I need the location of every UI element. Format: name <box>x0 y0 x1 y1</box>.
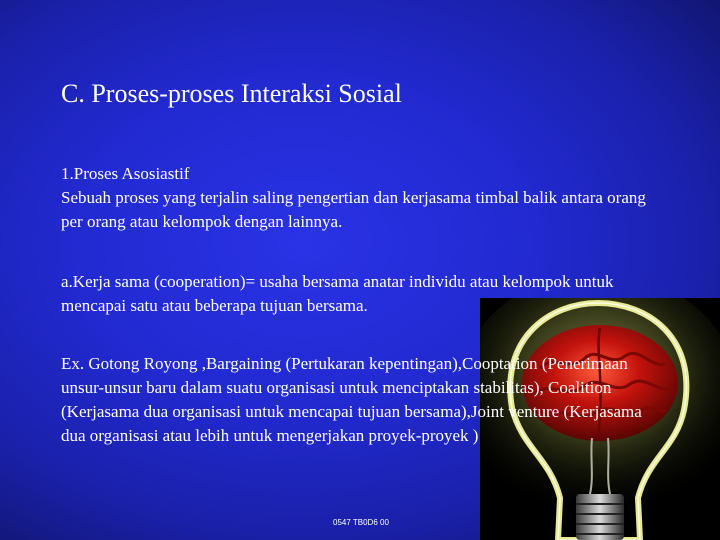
section-text: Sebuah proses yang terjalin saling pengertian dan kerjasama timbal balik antara orang per orang atau kelompok dengan lainnya. <box>61 188 646 231</box>
slide-title: C. Proses-proses Interaksi Sosial <box>61 79 402 108</box>
examples-text: Ex. Gotong Royong ,Bargaining (Pertukaran kepentingan),Cooptation (Penerimaan unsur-unsur baru dalam suatu organisasi untuk menciptakan stabilitas), Coalition (Kerjasama dua organisasi untuk mencapai tujuan bersama),Joint venture (Kerjasama dua organisasi atau lebih untuk mengerjakan proyek-proyek ) <box>61 354 642 445</box>
point-a-text: a.Kerja sama (cooperation)= usaha bersama anatar individu atau kelompok untuk mencapai satu atau beberapa tujuan bersama. <box>61 272 614 315</box>
footer-code: 0547 TB0D6 00 <box>333 518 389 527</box>
section-paragraph <box>61 162 661 234</box>
section-heading: 1.Proses Asosiastif <box>61 164 190 183</box>
